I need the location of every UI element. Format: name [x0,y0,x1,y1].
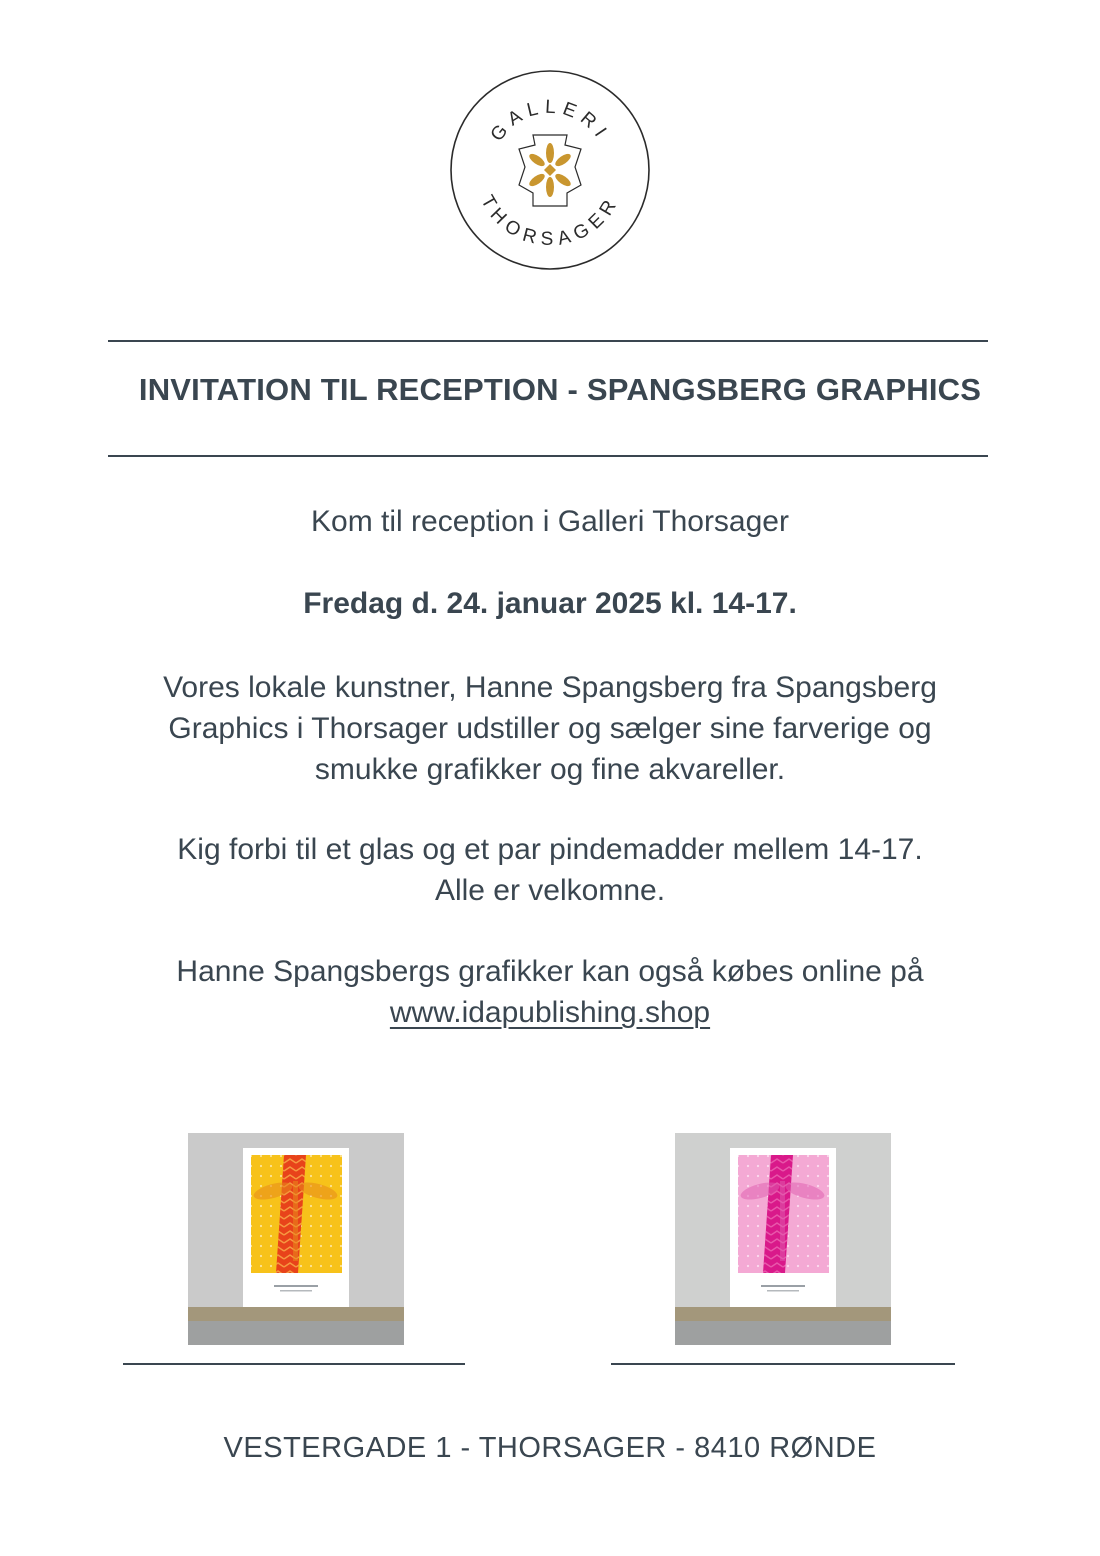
date-line: Fredag d. 24. januar 2025 kl. 14-17. [303,587,797,620]
intro-line: Kom til reception i Galleri Thorsager [311,505,789,538]
event-date [50,583,1050,624]
visit-line: Alle er velkomne. [434,874,666,907]
yellow-orange-dragonfly-print [188,1133,404,1345]
address: VESTERGADE 1 - THORSAGER - 8410 RØNDE [223,1432,877,1464]
description-line: Graphics i Thorsager udstiller og sælger sine farverige og [168,712,932,745]
visit-paragraph [50,829,1050,911]
svg-text:GALLERI: GALLERI [486,96,614,146]
online-paragraph [50,951,1050,1033]
online-line: Hanne Spangsbergs grafikker kan også købes online på [176,955,924,988]
description-line: smukke grafikker og fine akvareller. [314,753,786,786]
divider-middle [108,455,988,457]
description-line: Vores lokale kunstner, Hanne Spangsberg fra Spangsberg [163,671,937,704]
divider-right [611,1363,955,1365]
visit-line: Kig forbi til et glas og et par pindemadder mellem 14-17. [177,833,923,866]
page-title: INVITATION TIL RECEPTION - SPANGSBERG GRAPHICS [138,372,982,407]
description-paragraph [50,667,1050,790]
pink-dragonfly-print [675,1133,891,1345]
divider-left [123,1363,465,1365]
divider-top [108,340,988,342]
shop-link[interactable]: www.idapublishing.shop [389,996,711,1029]
intro-text [50,501,1050,542]
svg-text:THORSAGER: THORSAGER [476,191,624,251]
galleri-thorsager-logo [449,69,651,271]
